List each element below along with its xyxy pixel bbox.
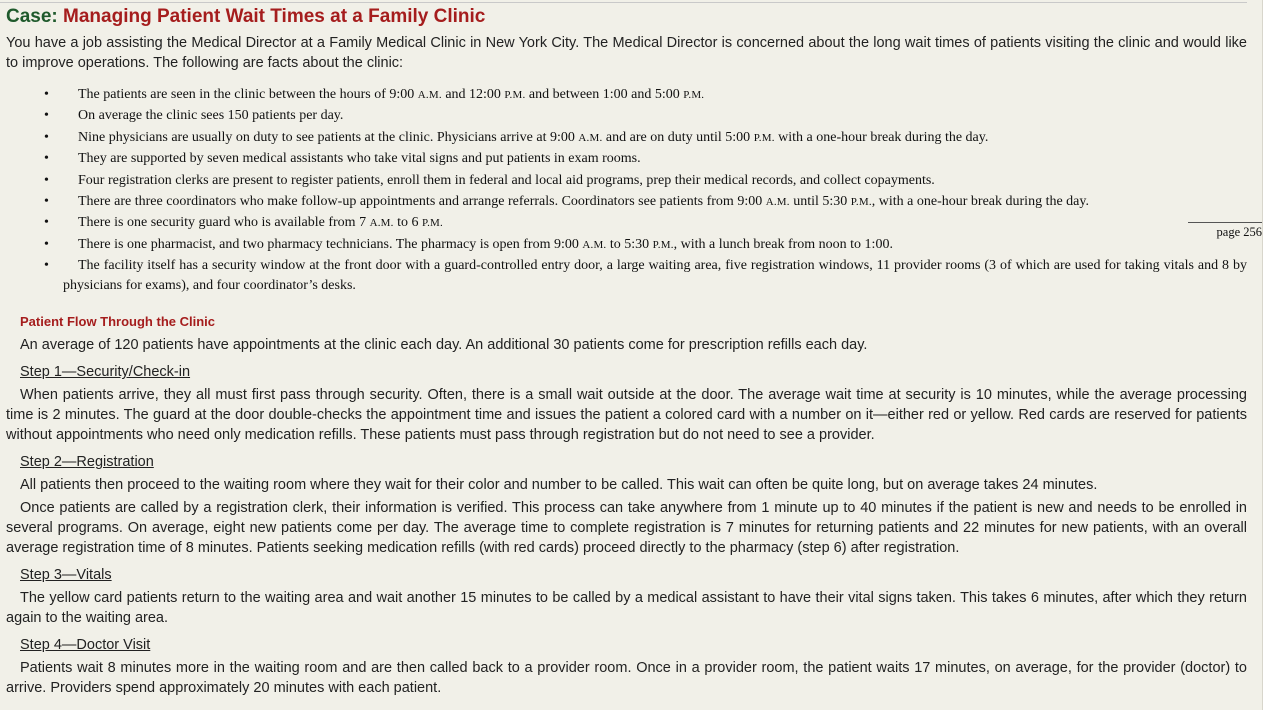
fact-item: • They are supported by seven medical assistants who take vital signs and put patients in exam rooms.: [6, 149, 1247, 169]
step-2-paragraph: Once patients are called by a registration clerk, their information is verified. This process can take anywhere from 1 minute up to 40 minutes if the patient is new and needs to be enrolled in several programs. On average, eight new patients come per day. The average time to complete registration is 7 minutes for returning patients and 22 minutes for new patients, with an overall average registration time of 8 minutes. Patients seeking medication refills (with red cards) proceed directly to the pharmacy (step 6) after registration.: [6, 500, 1247, 557]
bullet-icon: •: [44, 87, 49, 102]
bullet-icon: •: [44, 129, 49, 145]
bullet-icon: •: [44, 215, 49, 231]
step-1-heading: Step 1—Security/Check-in: [20, 364, 191, 381]
intro-paragraph: You have a job assisting the Medical Director at a Family Medical Clinic in New York City. The Medical Director is concerned about the long wait times of patients visiting the clinic and would like to improve operations. The following are facts about the clinic:: [6, 35, 1247, 71]
bullet-icon: •: [44, 172, 49, 188]
fact-item: • Four registration clerks are present to register patients, enroll them in federal and local aid programs, prep their medical records, and collect copayments.: [6, 171, 1247, 191]
step-4-paragraph: Patients wait 8 minutes more in the waiting room and are then called back to a provider room. Once in a provider room, the patient waits 17 minutes, on average, for the provider (doctor) to arrive. Providers spend approximately 20 minutes with each patient.: [6, 660, 1247, 697]
fact-item: • There is one pharmacist, and two pharmacy technicians. The pharmacy is open from 9:00 A.M. to 5:30 P.M., with a lunch break from noon to 1:00.: [6, 235, 1247, 255]
patient-flow-summary: An average of 120 patients have appointments at the clinic each day. An additional 30 patients come for prescription refills each day.: [20, 337, 868, 354]
page-reference: page 256: [1188, 222, 1262, 240]
fact-item: • On average the clinic sees 150 patients per day.: [6, 106, 1247, 126]
case-title: [6, 5, 1247, 29]
step-2-heading: Step 2—Registration: [20, 454, 154, 471]
bullet-icon: •: [44, 108, 49, 124]
step-3-paragraph: The yellow card patients return to the waiting area and wait another 15 minutes to be called by a medical assistant to have their vital signs taken. This takes 6 minutes, after which they return again to the waiting area.: [6, 590, 1247, 627]
step-1-paragraph: When patients arrive, they all must first pass through security. Often, there is a small wait outside at the door. The average wait time at security is 10 minutes, while the average processing time is 2 minutes. The guard at the door double-checks the appointment time and issues the patient a colored card with a number on it—either red or yellow. Red cards are reserved for patients without appointments who need only medication refills. These patients must pass through registration but do not need to see a provider.: [6, 387, 1247, 444]
step-3-heading: Step 3—Vitals: [20, 567, 112, 584]
fact-item: • The facility itself has a security window at the front door with a guard-controlled entry door, a large waiting area, five registration windows, 11 provider rooms (3 of which are used for taking vitals and 8 by physicians for exams), and four coordinator’s desks.: [44, 258, 1247, 294]
fact-item: • Nine physicians are usually on duty to see patients at the clinic. Physicians arrive at 9:00 A.M. and are on duty until 5:00 P.M. with a one-hour break during the day.: [6, 128, 1247, 148]
document-content: [6, 5, 1247, 698]
section-heading-patient-flow: Patient Flow Through the Clinic: [20, 314, 215, 330]
step-2-paragraph: All patients then proceed to the waiting room where they wait for their color and number to be called. This wait can often be quite long, but on average takes 24 minutes.: [20, 477, 1098, 494]
step-4-heading: Step 4—Doctor Visit: [20, 637, 151, 654]
bullet-icon: •: [44, 151, 49, 167]
fact-item: • There is one security guard who is available from 7 A.M. to 6 P.M.: [6, 213, 1247, 233]
bullet-icon: •: [44, 193, 49, 209]
fact-item: • There are three coordinators who make follow-up appointments and arrange referrals. Coordinators see patients from 9:00 A.M. until 5:30 P.M., with a one-hour break during the day.: [6, 192, 1247, 212]
bullet-icon: •: [44, 236, 49, 252]
bullet-icon: •: [44, 258, 49, 274]
case-label: Case:: [6, 6, 58, 27]
case-name: Managing Patient Wait Times at a Family Clinic: [63, 6, 486, 27]
top-rule: [0, 2, 1247, 3]
facts-list: [6, 85, 1247, 296]
fact-item: • The patients are seen in the clinic between the hours of 9:00 A.M. and 12:00 P.M. and between 1:00 and 5:00 P.M.: [6, 85, 1247, 105]
